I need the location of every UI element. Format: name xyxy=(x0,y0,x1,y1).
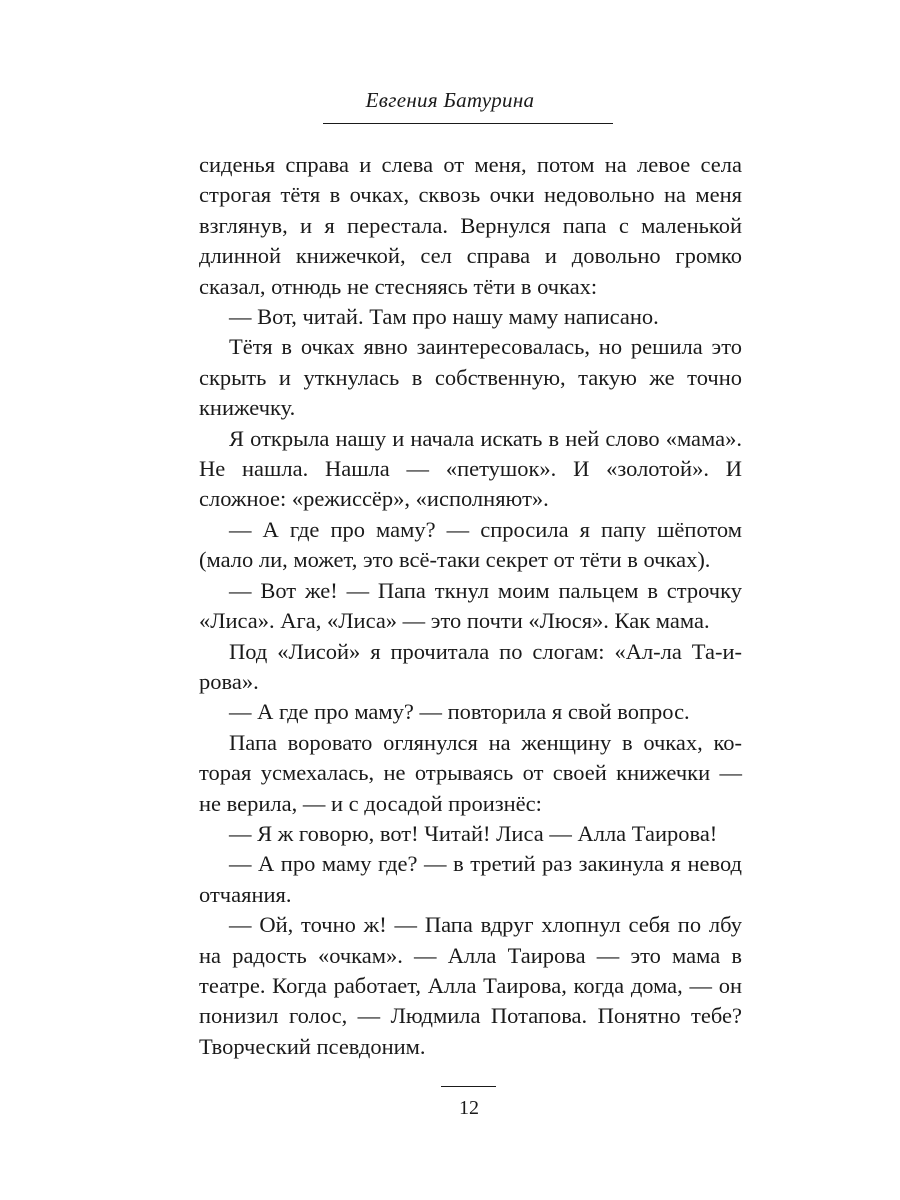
paragraph: Я открыла нашу и начала искать в ней слово «мама». Не нашла. Нашла — «петушок». И «золотой». И сложное: «режиссёр», «исполняют». xyxy=(199,425,742,512)
body-text xyxy=(199,150,742,1062)
paragraph: — Ой, точно ж! — Папа вдруг хлопнул себя по лбу на радость «очкам». — Алла Таирова — это мама в театре. Когда работает, Алла Таирова, когда дома, — он понизил голос, — Людмила Потапова. Понятно тебе? Творческий псевдоним. xyxy=(199,912,742,1059)
paragraph: — Вот, читай. Там про нашу маму написано. xyxy=(229,304,659,330)
running-head-rule xyxy=(323,123,613,124)
paragraph: — Вот же! — Папа ткнул моим пальцем в строчку «Лиса». Ага, «Лиса» — это почти «Люся». Как мама. xyxy=(199,577,742,634)
paragraph: — А где про маму? — спросила я папу шёпотом (мало ли, может, это всё-таки секрет от тёти в очках). xyxy=(199,516,742,573)
page-number: 12 xyxy=(459,1097,479,1119)
paragraph: Папа воровато оглянулся на женщину в очках, которая усмехалась, не отрываясь от своей книжечки — не верила, — и с досадой произнёс: xyxy=(199,729,742,816)
paragraph: Под «Лисой» я прочитала по слогам: «Ал-ла Та-ирова». xyxy=(199,638,742,694)
paragraph: сиденья справа и слева от меня, потом на левое села строгая тётя в очках, сквозь очки недовольно на меня взглянув, и я перестала. Вернулся папа с маленькой длинной книжечкой, сел справа и довольно громко сказал, отнюдь не стесняясь тёти в очках: xyxy=(199,152,742,299)
paragraph: — А про маму где? — в третий раз закинула я невод отчаяния. xyxy=(199,851,742,907)
paragraph: — Я ж говорю, вот! Читай! Лиса — Алла Таирова! xyxy=(229,820,718,846)
running-head: Евгения Батурина xyxy=(365,88,535,112)
paragraph: — А где про маму? — повторила я свой вопрос. xyxy=(229,699,690,725)
paragraph: Тётя в очках явно заинтересовалась, но решила это скрыть и уткнулась в собственную, такую же точно книжечку. xyxy=(199,334,742,421)
folio-rule xyxy=(441,1086,496,1087)
